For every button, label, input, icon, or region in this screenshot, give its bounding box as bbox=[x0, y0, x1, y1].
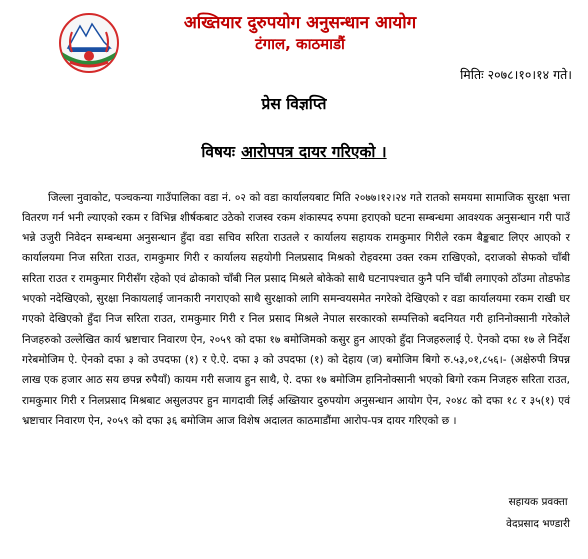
organization-header bbox=[130, 12, 470, 54]
signatory-title: सहायक प्रवक्ता bbox=[508, 496, 568, 508]
document-type-heading: प्रेस विज्ञप्ति bbox=[261, 95, 327, 113]
subject-line bbox=[0, 140, 588, 162]
organization-name: अख्तियार दुरुपयोग अनुसन्धान आयोग bbox=[183, 13, 417, 33]
signatory-name: वेदप्रसाद भण्डारी bbox=[506, 518, 570, 530]
press-release-body: जिल्ला नुवाकोट, पञ्चकन्या गाउँपालिका वडा नं. ०२ को वडा कार्यालयबाट मिति २०७७।१२।२४ गते रातको समयमा सामाजिक सुरक्षा भत्ता वितरण गर्न भनी ल्याएको रकम र विभिन्न शीर्षकबाट उठेको राजस्व रकम शंकास्पद रुपमा हराएको घटना सम्बन्धमा आवश्यक अनुसन्धान गरी पाउँ भन्ने उजुरी निवेदन सम्बन्धमा अनुसन्धान हुँदा वडा सचिव सरिता राउतले र कार्यालय सहायक रामकुमार गिरीले रकम बैङ्कबाट लिएर आएको र कार्यालयमा निज सरिता राउत, रामकुमार गिरी र कार्यालय सहयोगी निलप्रसाद मिश्रको रोहवरमा उक्त रकम राखिएको, दराजको सेफको चाँबी सरिता राउत र रामकुमार गिरीसँग रहेको एवं ढोकाको चाँबी निल प्रसाद मिश्रले बोकेको साथै घटनापश्चात कुनै पनि चाँबी लगाएको ठाँउमा तोडफोड भएको नदेखिएको, सुरक्षा निकायलाई जानकारी नगराएको साथै सुरक्षाको लागि समन्वयसमेत नगरेको देखिएको र वडा कार्यालयमा रकम राखी घर गएको देखिएको हुँदा निज सरिता राउत, रामकुमार गिरी र निल प्रसाद मिश्रले नेपाल सरकारको सम्पत्तिको बदनियत गरी हानिनोक्सानी गरेकोले निजहरुको उल्लेखित कार्य भ्रष्टाचार निवारण ऐन, २०५९ को दफा १७ बमोजिमको कसुर हुन आएको हुँदा निजहरुलाई ऐ. ऐनको दफा १७ ले निर्देश गरेबमोजिम ऐ. ऐनको दफा ३ को उपदफा (१) र ऐ.ऐ. दफा ३ को उपदफा (१) को देहाय (ज) बमोजिम बिगो रु.५३,०१,८५६।- (अक्षेरुपी त्रिपन्न लाख एक हजार आठ सय छपन्न रुपैयाँ) कायम गरी सजाय हुन साथै, ऐ. दफा १७ बमोजिम हानिनोक्सानी भएको बिगो रकम निजहरु सरिता राउत, रामकुमार गिरी र निलप्रसाद मिश्रबाट असुलउपर हुन मागदावी लिई अख्तियार दुरुपयोग अनुसन्धान आयोग ऐन, २०४८ को दफा १८ र ३५(१) एवं भ्रष्टाचार निवारण ऐन, २०५९ को दफा ३६ बमोजिम आज विशेष अदालत काठमाडौंमा आरोप-पत्र दायर गरिएको छ । bbox=[22, 191, 570, 427]
subject-label: विषयः bbox=[201, 143, 236, 161]
signature-block bbox=[506, 491, 570, 535]
nepal-emblem-icon bbox=[58, 12, 120, 74]
organization-address: टंगाल, काठमाडौं bbox=[255, 35, 345, 53]
document-date: मितिः २०७८।१०।१४ गते। bbox=[460, 67, 572, 82]
subject-text: आरोपपत्र दायर गरिएको । bbox=[241, 143, 387, 161]
